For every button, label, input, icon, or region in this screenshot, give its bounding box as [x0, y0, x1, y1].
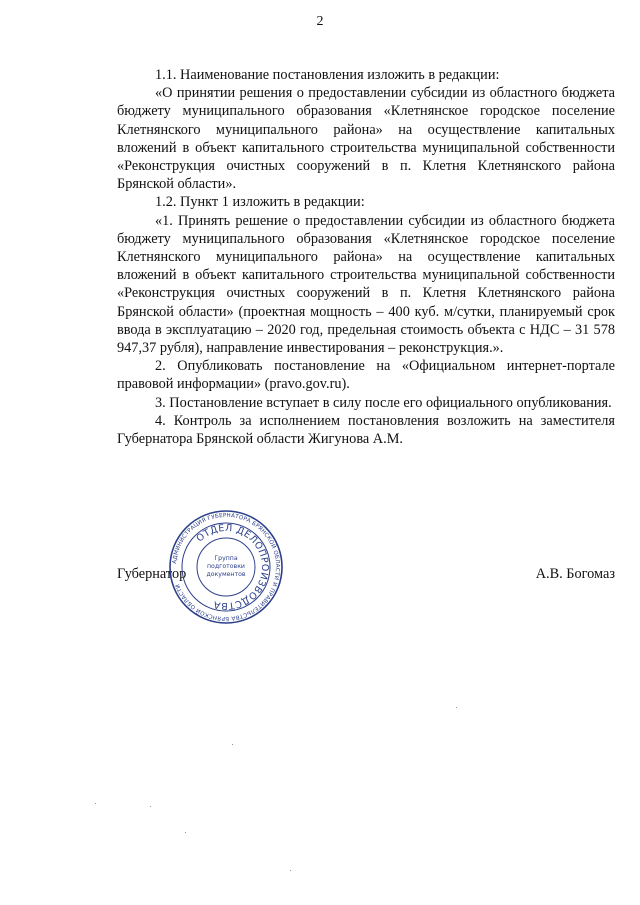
stamp-center-line-1: Группа — [214, 555, 238, 562]
paragraph-1-2: 1.2. Пункт 1 изложить в редакции: — [155, 194, 365, 211]
paragraph-1-1: 1.1. Наименование постановления изложить в редакции: — [155, 67, 500, 83]
paragraph-item-1-quote: «1. Принять решение о предоставлении субсидии из областного бюджета бюджету муниципального образования «Клетнянское городское поселение Клетнянского муниципального района» на осуществление капитальных вложений в объект капитального строительства муниципальной собственности «Реконструкция очистных сооружений в п. Клетня Клетнянского района Брянской области» (проектная мощность – 400 куб. м/сутки, планируемый срок ввода в эксплуатацию – 2020 год, предельная стоимость объекта с НДС – 31 578 947,37 рубля), направление инвестирования – реконструкция.». — [117, 212, 615, 357]
scan-speck — [95, 803, 96, 804]
scan-speck — [456, 707, 457, 708]
paragraph-3: 3. Постановление вступает в силу после его официального опубликования. — [155, 394, 612, 411]
stamp-outer-text: АДМИНИСТРАЦИЯ ГУБЕРНАТОРА БРЯНСКОЙ ОБЛАСТИ И ПРАВИТЕЛЬСТВА БРЯНСКОЙ ОБЛАСТИ — [172, 512, 281, 622]
document-body — [117, 66, 615, 448]
official-seal-stamp — [168, 509, 284, 625]
paragraph-2: 2. Опубликовать постановление на «Официальном интернет-портале правовой информации» (pravo.gov.ru). — [117, 358, 615, 393]
signer-title: Губернатор — [117, 566, 187, 582]
scan-speck — [185, 832, 186, 833]
stamp-center-line-3: документов — [206, 571, 246, 578]
scan-speck — [150, 806, 151, 807]
paragraph-4: 4. Контроль за исполнением постановления возложить на заместителя Губернатора Брянской области Жигунова А.М. — [117, 412, 615, 448]
scan-speck — [290, 870, 291, 871]
signer-name: А.В. Богомаз — [535, 566, 615, 582]
scan-speck — [232, 744, 233, 745]
stamp-center-line-2: подготовки — [207, 563, 245, 570]
paragraph-title-quote: «О принятии решения о предоставлении субсидии из областного бюджета бюджету муниципального образования «Клетнянское городское поселение Клетнянского муниципального района» на осуществление капитальных вложений в объект капитального строительства муниципальной собственности «Реконструкция очистных сооружений в п. Клетня Клетнянского района Брянской области». — [117, 85, 615, 193]
page-number: 2 — [316, 14, 324, 29]
stamp-department-text: ОТДЕЛ ДЕЛОПРОИЗВОДСТВА — [194, 522, 271, 612]
